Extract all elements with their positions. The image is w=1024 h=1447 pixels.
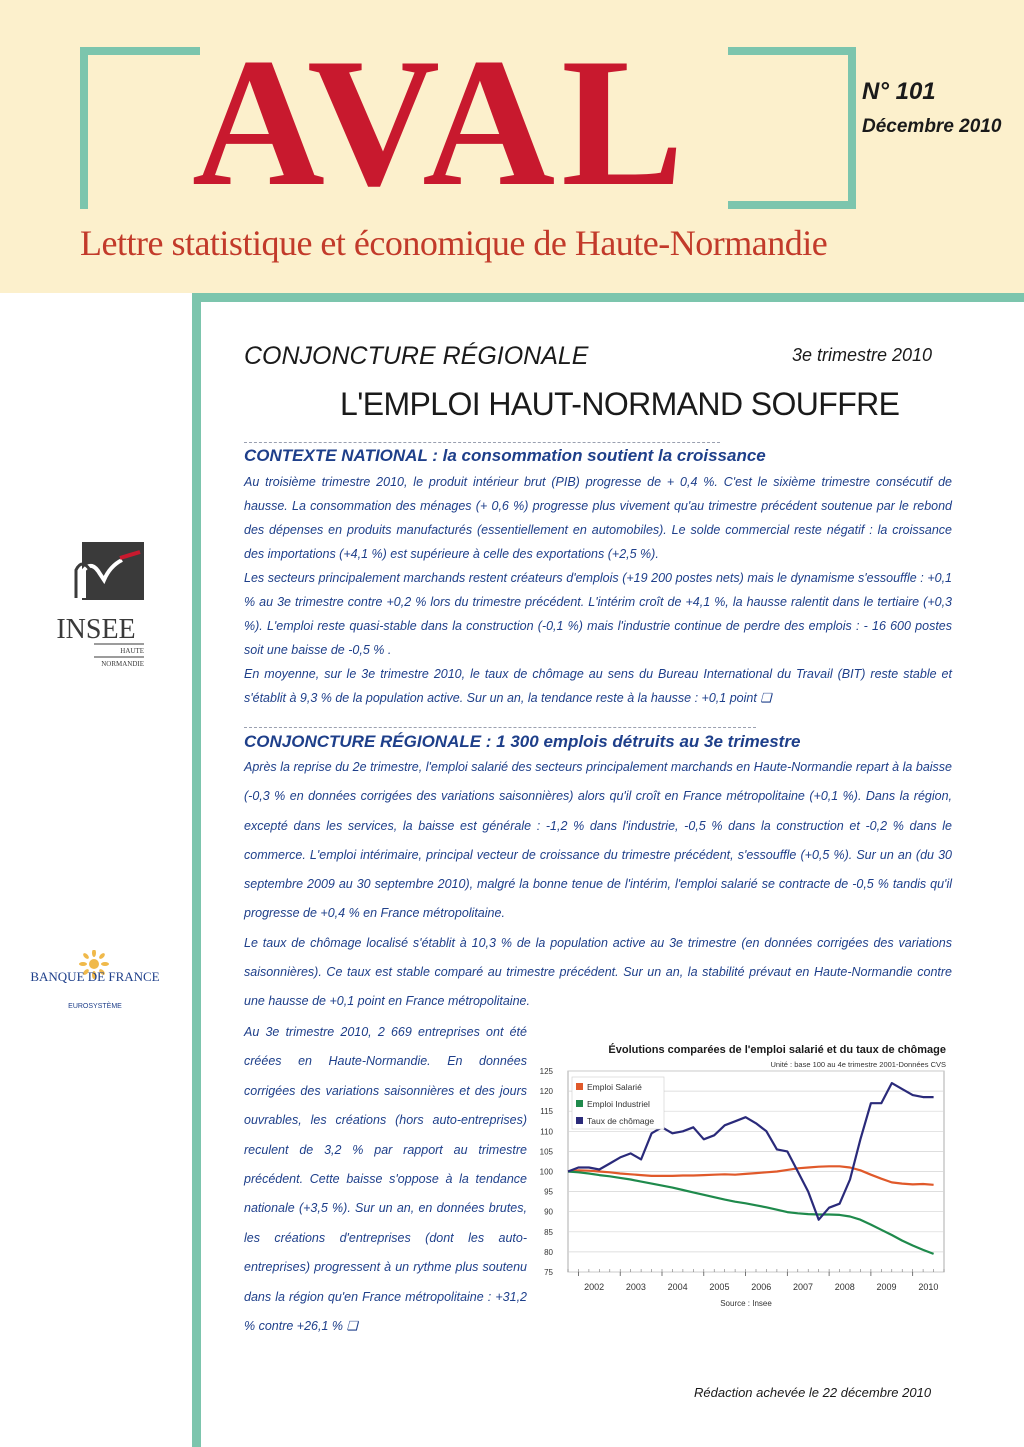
- chart-subtitle: Unité : base 100 au 4e trimestre 2001-Données CVS: [770, 1060, 946, 1069]
- bdf-sub: EUROSYSTÈME: [68, 1003, 122, 1010]
- y-tick-label: 75: [544, 1268, 553, 1277]
- insee-mark-icon: [46, 540, 146, 675]
- series-line: [568, 1172, 934, 1254]
- legend-label: Emploi Industriel: [587, 1099, 650, 1109]
- legend-swatch: [576, 1100, 583, 1107]
- issue-date: Décembre 2010: [862, 116, 1002, 137]
- section-text-enterprises: Au 3e trimestre 2010, 2 669 entreprises ont été créées en Haute-Normandie. En données corrigées des variations saisonnières et des jours ouvrables, les créations (hors auto-entreprises) reculent de 3,2 % par rapport au trimestre précédent. Cette baisse s'oppose à la tendance nationale (+3,5 %). Sur un an, en données brutes, les créations d'entreprises (dont les auto-entreprises) progressent à un rythme plus soutenu dans la région qu'en France métropolitaine : +31,2 % contre +26,1 % ❏: [244, 1025, 527, 1334]
- y-tick-label: 105: [539, 1147, 553, 1157]
- y-tick-label: 90: [544, 1207, 553, 1217]
- y-tick-label: 125: [539, 1067, 553, 1076]
- publication-title: AVAL: [192, 20, 690, 224]
- chart-svg: [532, 1036, 962, 1316]
- insee-logo: [46, 540, 146, 675]
- section-divider: [244, 727, 756, 728]
- bdf-name: BANQUE DE FRANCE: [30, 969, 160, 984]
- divider-top: [192, 293, 1024, 302]
- chart-title: Évolutions comparées de l'emploi salarié et du taux de chômage: [608, 1044, 946, 1056]
- x-tick-label: 2008: [834, 1282, 855, 1292]
- chart-source: Source : Insee: [720, 1299, 772, 1308]
- section-heading-regional: CONJONCTURE RÉGIONALE : 1 300 emplois détruits au 3e trimestre: [244, 732, 801, 751]
- legend-swatch: [576, 1117, 583, 1124]
- banque-de-france-mark-icon: [20, 950, 170, 1020]
- y-tick-label: 120: [539, 1087, 553, 1097]
- section-divider: [244, 442, 720, 443]
- insee-sub2: NORMANDIE: [101, 660, 144, 668]
- x-tick-label: 2002: [584, 1282, 605, 1292]
- divider-left: [192, 293, 201, 1447]
- article-headline: L'EMPLOI HAUT-NORMAND SOUFFRE: [340, 386, 900, 422]
- y-tick-label: 100: [539, 1167, 553, 1177]
- article-period: 3e trimestre 2010: [792, 345, 933, 365]
- legend-swatch: [576, 1083, 583, 1090]
- section-text-national: Au troisième trimestre 2010, le produit intérieur brut (PIB) progresse de + 0,4 %. C'est le sixième trimestre consécutif de hausse. La consommation des ménages (+ 0,6 %) progresse plus vivement qu'au trimestre précédent soutenue par le rebond des dépenses en produits manufacturés (essentiellement en automobiles). Le solde commercial reste négatif : la croissance des importations (+4,1 %) est supérieure à celle des exportations (+2,5 %). Les secteurs principalement marchands restent créateurs d'emplois (+19 200 postes nets) mais le dynamisme s'essouffle : +0,1 % au 3e trimestre contre +0,2 % lors du trimestre précédent. L'intérim croît de +4,1 %, la hausse ralentit dans le tertiaire (+0,3 %). L'emploi reste quasi-stable dans la construction (-0,1 %) mais l'industrie continue de perdre des emplois : - 16 600 postes soit une baisse de -0,5 % . En moyenne, sur le 3e trimestre 2010, le taux de chômage au sens du Bureau International du Travail (BIT) reste stable et s'établit à 9,3 % de la population active. Sur un an, la tendance reste à la hausse : +0,1 point ❏: [244, 475, 952, 705]
- employment-chart: [532, 1036, 962, 1316]
- x-tick-label: 2005: [709, 1282, 730, 1292]
- legend-label: Emploi Salarié: [587, 1082, 642, 1092]
- masthead: [0, 0, 1024, 293]
- x-tick-label: 2007: [792, 1282, 814, 1292]
- y-tick-label: 95: [544, 1187, 553, 1197]
- x-tick-label: 2006: [751, 1282, 772, 1292]
- y-tick-label: 80: [544, 1247, 553, 1257]
- insee-sub1: HAUTE: [120, 647, 144, 655]
- footer-note: Rédaction achevée le 22 décembre 2010: [694, 1385, 932, 1400]
- y-tick-label: 115: [540, 1107, 553, 1117]
- section-label: CONJONCTURE RÉGIONALE: [244, 342, 589, 370]
- series-line: [568, 1166, 934, 1185]
- decorative-bracket-left: [80, 47, 200, 209]
- section-heading-national: CONTEXTE NATIONAL : la consommation soutient la croissance: [244, 446, 766, 465]
- legend-label: Taux de chômage: [587, 1116, 655, 1126]
- banque-de-france-logo: [20, 950, 170, 1020]
- y-tick-label: 110: [540, 1127, 553, 1137]
- publication-subtitle: Lettre statistique et économique de Haute-Normandie: [80, 223, 828, 263]
- x-tick-label: 2004: [667, 1282, 688, 1292]
- y-tick-label: 85: [544, 1227, 553, 1237]
- issue-number: N° 101: [862, 78, 936, 105]
- x-tick-label: 2003: [625, 1282, 646, 1292]
- x-tick-label: 2009: [876, 1282, 897, 1292]
- x-tick-label: 2010: [918, 1282, 939, 1292]
- insee-name: INSEE: [56, 614, 136, 645]
- section-text-regional: Après la reprise du 2e trimestre, l'emploi salarié des secteurs principalement marchands en Haute-Normandie repart à la baisse (-0,3 % en données corrigées des variations saisonnières) alors qu'il croît en France métropolitaine (+0,1 %). Dans la région, excepté dans les services, la baisse est générale : -1,2 % dans l'industrie, -0,5 % dans la construction et -0,2 % dans le commerce. L'emploi intérimaire, principal vecteur de croissance du trimestre précédent, s'essouffle (+0,5 %). Sur un an (du 30 septembre 2009 au 30 septembre 2010), malgré la bonne tenue de l'intérim, l'emploi salarié se contracte de -0,5 % tandis qu'il progresse de +0,4 % en France métropolitaine. Le taux de chômage localisé s'établit à 10,3 % de la population active au 3e trimestre (en données corrigées des variations saisonnières). Ce taux est stable comparé au trimestre précédent. Sur un an, la stabilité prévaut en Haute-Normandie contre une hausse de +0,1 point en France métropolitaine.: [244, 760, 952, 1009]
